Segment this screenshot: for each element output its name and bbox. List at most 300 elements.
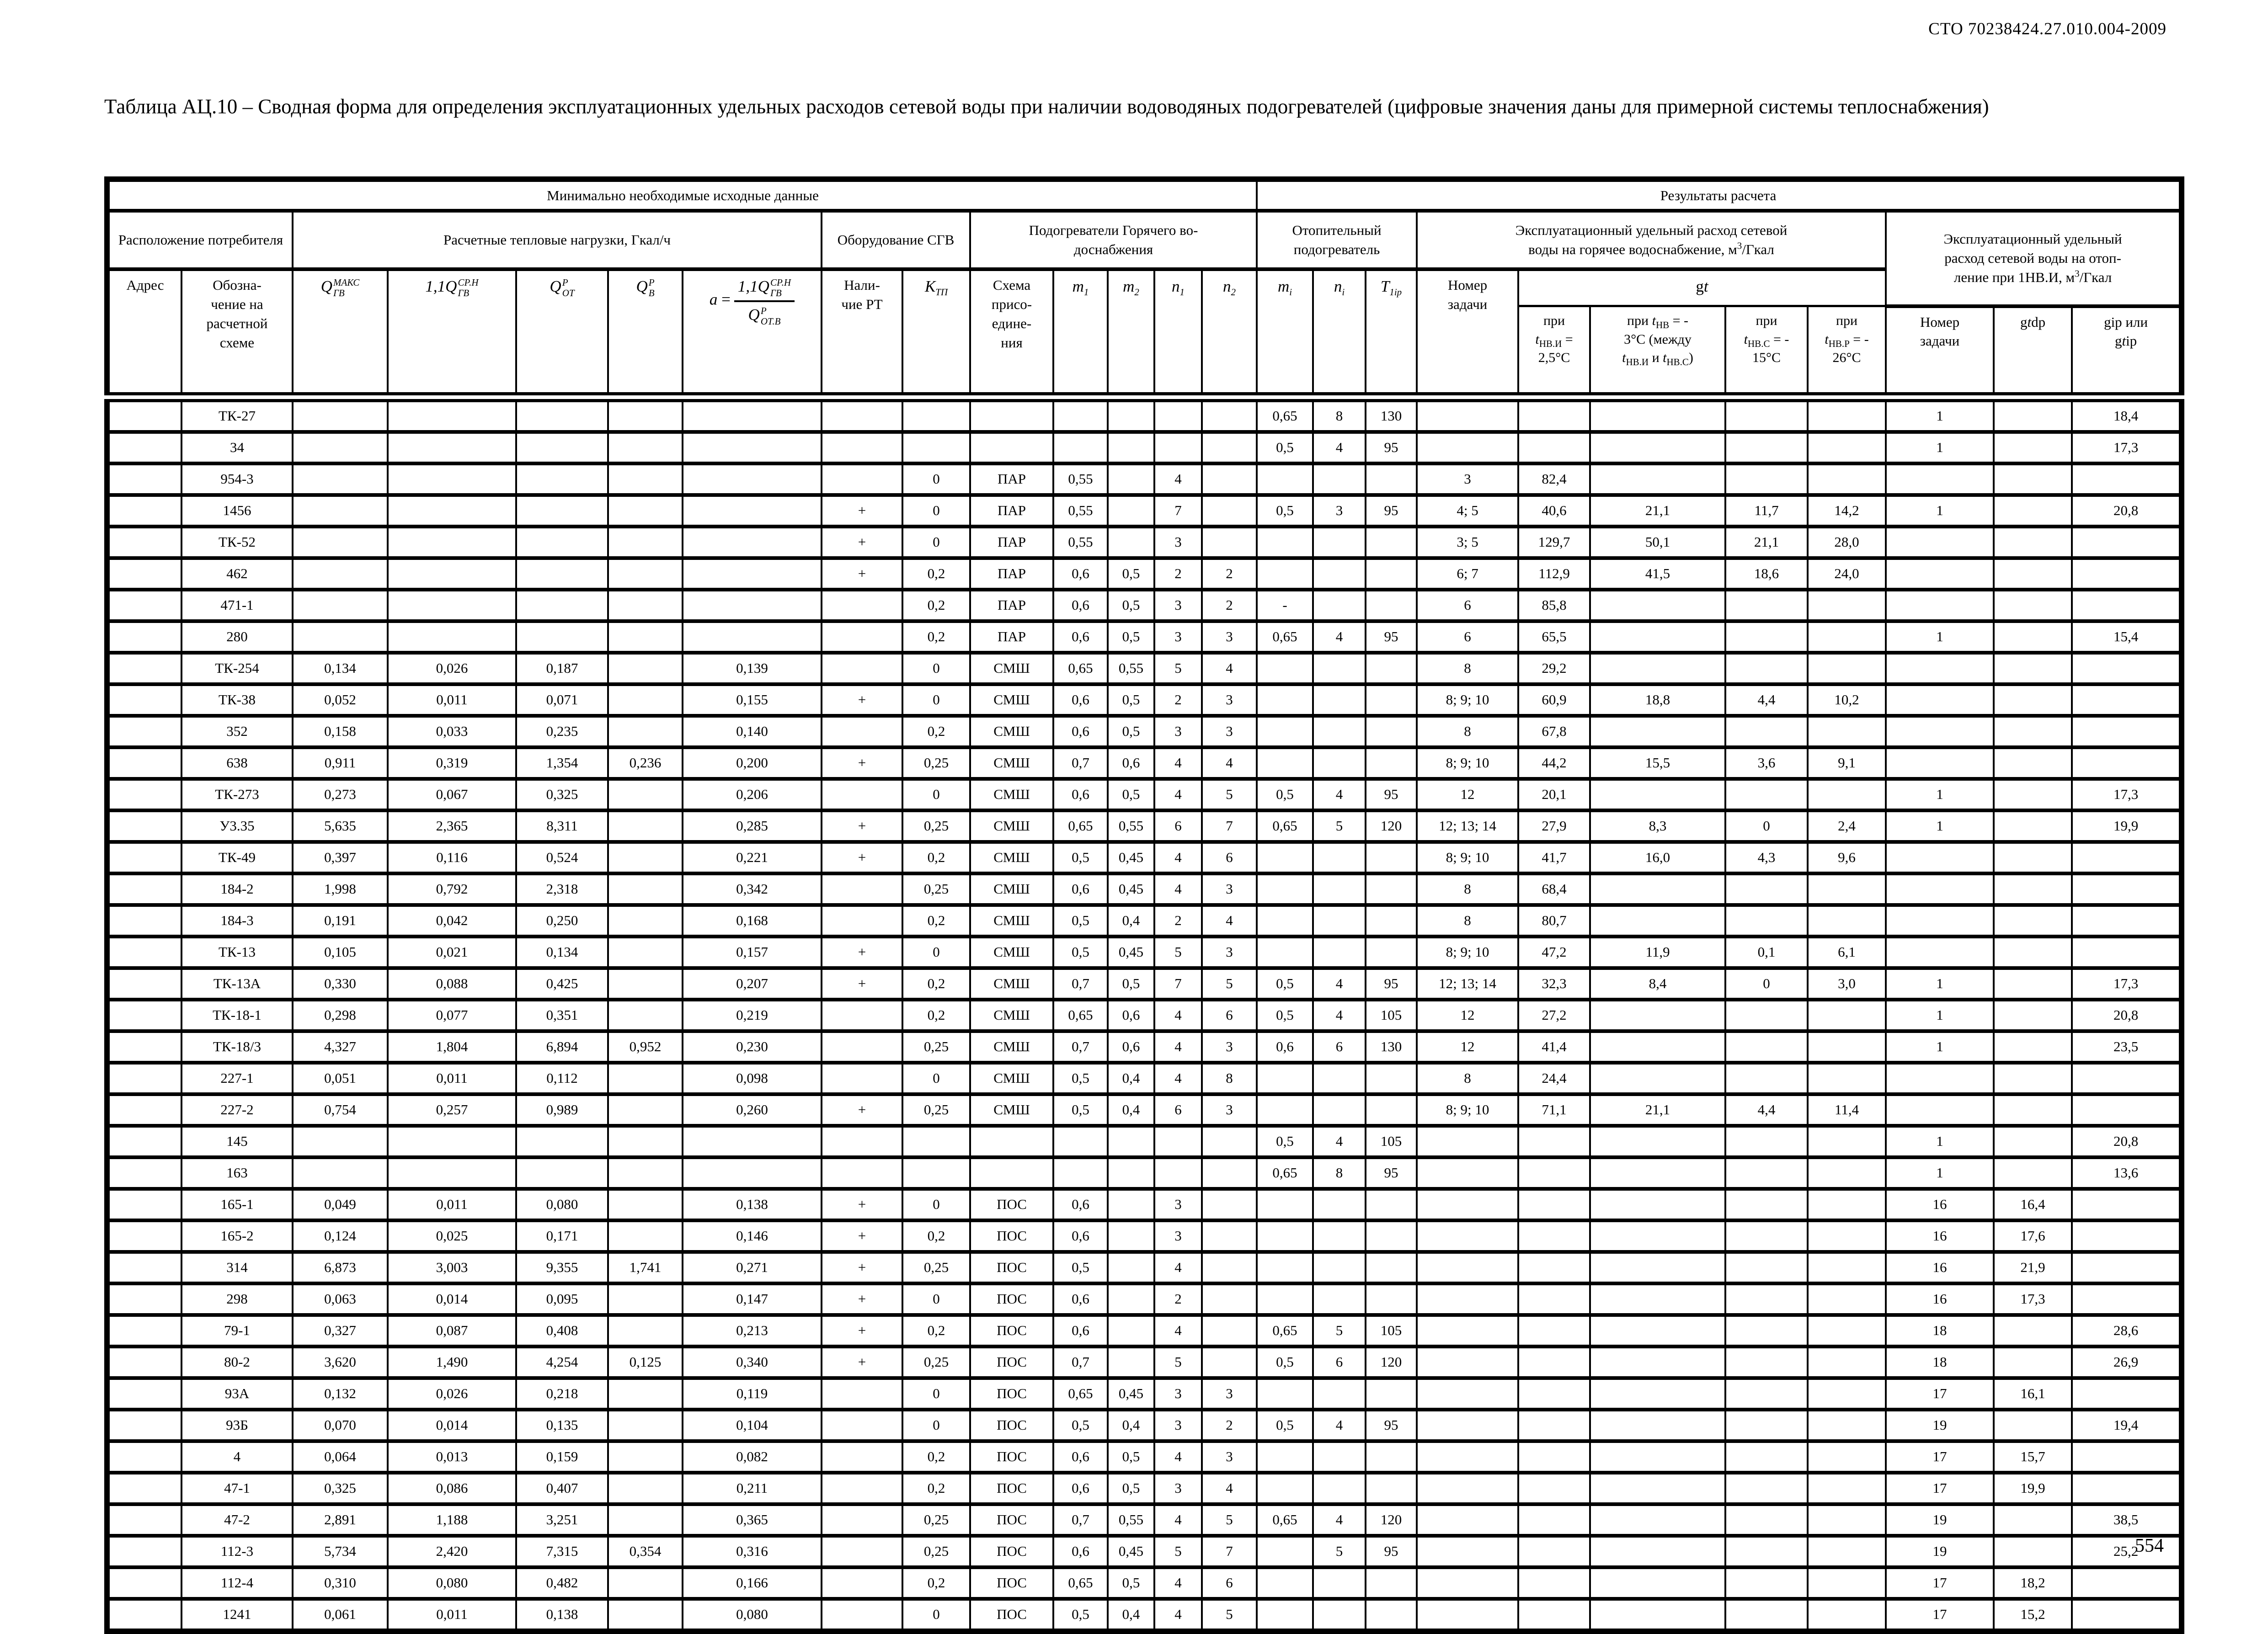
cell-ni — [1313, 463, 1366, 495]
cell-n2: 3 — [1202, 1378, 1257, 1410]
cell-address — [107, 1094, 181, 1126]
cell-q_ot: 0,071 — [516, 684, 608, 716]
header-line: задачи — [1447, 296, 1488, 312]
cell-q_ot — [516, 463, 608, 495]
cell-mi — [1257, 653, 1313, 684]
cell-gt_at_minus26 — [1808, 1000, 1886, 1031]
cell-gt_at_minus15: 0 — [1725, 810, 1808, 842]
cell-q_gv_max: 0,064 — [293, 1441, 388, 1473]
cell-task_gvs: 3; 5 — [1417, 527, 1518, 558]
cell-designation: 462 — [181, 558, 293, 590]
cell-rt — [822, 1473, 902, 1504]
cell-designation: ТК-273 — [181, 779, 293, 810]
cell-address — [107, 1599, 181, 1631]
cell-mi — [1257, 873, 1313, 905]
cell-scheme: ПОС — [970, 1252, 1053, 1283]
cell-q_gv_max: 2,891 — [293, 1504, 388, 1536]
cell-gt_at_minus3 — [1590, 1378, 1725, 1410]
cell-n2 — [1202, 1283, 1257, 1315]
cell-address — [107, 432, 181, 463]
cell-gt_at_minus3: 50,1 — [1590, 527, 1725, 558]
cell-scheme: ПОС — [970, 1347, 1053, 1378]
col-header-gt — [1518, 269, 1886, 306]
cell-task_otop: 1 — [1886, 968, 1994, 1000]
col-header-designation — [181, 269, 293, 397]
cell-gt_at_minus26: 10,2 — [1808, 684, 1886, 716]
cell-ni — [1313, 905, 1366, 937]
sgv-group-header: Оборудование СГВ — [822, 211, 970, 269]
cell-q_gv_avg: 0,026 — [388, 1378, 516, 1410]
cell-a — [683, 621, 822, 653]
cell-task_gvs: 3 — [1417, 463, 1518, 495]
cell-scheme: ПОС — [970, 1189, 1053, 1220]
cell-t1pr: 105 — [1366, 1126, 1417, 1157]
cell-n1: 6 — [1154, 1094, 1202, 1126]
cell-q_gv_max: 0,273 — [293, 779, 388, 810]
cell-n1: 4 — [1154, 842, 1202, 873]
cell-task_otop: 17 — [1886, 1378, 1994, 1410]
cell-q_v — [608, 1410, 683, 1441]
cell-scheme: СМШ — [970, 779, 1053, 810]
cell-q_gv_avg — [388, 397, 516, 432]
cell-ni: 8 — [1313, 1157, 1366, 1189]
cell-task_otop: 1 — [1886, 779, 1994, 810]
table-row — [107, 1504, 2182, 1536]
cell-gt_at_2_5: 82,4 — [1518, 463, 1590, 495]
cell-rt — [822, 1157, 902, 1189]
header-line: Номер — [1920, 314, 1960, 330]
cell-t1pr: 95 — [1366, 1536, 1417, 1567]
cell-mi — [1257, 1441, 1313, 1473]
cell-q_ot: 9,355 — [516, 1252, 608, 1283]
header-line: gip или — [2104, 314, 2148, 330]
cell-ni: 6 — [1313, 1031, 1366, 1063]
cell-q_v — [608, 1441, 683, 1473]
cell-n1: 4 — [1154, 1063, 1202, 1094]
cell-t1pr — [1366, 747, 1417, 779]
cell-gip: 20,8 — [2072, 495, 2182, 527]
table-row — [107, 495, 2182, 527]
cell-ktp: 0 — [902, 463, 970, 495]
cell-t1pr — [1366, 558, 1417, 590]
cell-task_otop: 1 — [1886, 1126, 1994, 1157]
cell-n1: 5 — [1154, 653, 1202, 684]
cell-q_gv_max — [293, 463, 388, 495]
cell-q_ot: 0,080 — [516, 1189, 608, 1220]
cell-q_v — [608, 1094, 683, 1126]
col-header-mi — [1257, 269, 1313, 397]
col-header-task-gvs — [1417, 269, 1518, 397]
table-row — [107, 1220, 2182, 1252]
cell-gip — [2072, 937, 2182, 968]
cell-task_gvs: 8; 9; 10 — [1417, 842, 1518, 873]
standard-reference: СТО 70238424.27.010.004-2009 — [1928, 20, 2167, 38]
cell-q_gv_max: 0,330 — [293, 968, 388, 1000]
cell-designation: 1456 — [181, 495, 293, 527]
table-row — [107, 873, 2182, 905]
col-header-scheme — [970, 269, 1053, 397]
cell-q_gv_avg: 0,026 — [388, 653, 516, 684]
cell-a: 0,219 — [683, 1000, 822, 1031]
cell-gt_at_2_5: 41,4 — [1518, 1031, 1590, 1063]
cell-q_gv_avg: 1,804 — [388, 1031, 516, 1063]
cell-gt_at_minus15 — [1725, 1157, 1808, 1189]
cell-q_gv_avg: 0,013 — [388, 1441, 516, 1473]
cell-m2: 0,45 — [1108, 937, 1154, 968]
cell-m2: 0,45 — [1108, 842, 1154, 873]
header-line: и — [1649, 350, 1663, 365]
cell-gt_at_minus15 — [1725, 590, 1808, 621]
inputs-group-header: Минимально необходимые исходные данные — [107, 179, 1257, 211]
cell-q_gv_avg: 0,257 — [388, 1094, 516, 1126]
cell-q_gv_avg — [388, 590, 516, 621]
col-header-a-formula — [683, 269, 822, 397]
cell-task_gvs — [1417, 1504, 1518, 1536]
summary-table — [104, 176, 2184, 1634]
cell-n2 — [1202, 1157, 1257, 1189]
cell-scheme: ПОС — [970, 1536, 1053, 1567]
cell-rt: + — [822, 968, 902, 1000]
cell-n1: 4 — [1154, 873, 1202, 905]
cell-gtdp — [1994, 1031, 2072, 1063]
cell-n1: 3 — [1154, 1473, 1202, 1504]
cell-q_v — [608, 1315, 683, 1347]
cell-q_ot: 0,159 — [516, 1441, 608, 1473]
cell-q_v — [608, 810, 683, 842]
cell-task_otop: 1 — [1886, 810, 1994, 842]
cell-a: 0,340 — [683, 1347, 822, 1378]
cell-gip — [2072, 1220, 2182, 1252]
cell-gt_at_minus3 — [1590, 432, 1725, 463]
cell-rt — [822, 463, 902, 495]
header-group-row-1 — [107, 179, 2182, 211]
cell-gt_at_minus3 — [1590, 1157, 1725, 1189]
cell-gtdp — [1994, 397, 2072, 432]
cell-gip: 15,4 — [2072, 621, 2182, 653]
cell-gip — [2072, 1252, 2182, 1283]
cell-address — [107, 779, 181, 810]
cell-m1 — [1053, 432, 1108, 463]
cell-task_gvs — [1417, 1126, 1518, 1157]
cell-q_v — [608, 621, 683, 653]
cell-gt_at_minus15 — [1725, 779, 1808, 810]
cell-scheme: СМШ — [970, 1063, 1053, 1094]
cell-address — [107, 1063, 181, 1094]
cell-gip — [2072, 527, 2182, 558]
cell-q_ot: 0,187 — [516, 653, 608, 684]
cell-scheme: ПАР — [970, 558, 1053, 590]
cell-task_otop: 19 — [1886, 1536, 1994, 1567]
cell-task_gvs: 4; 5 — [1417, 495, 1518, 527]
cell-task_otop — [1886, 463, 1994, 495]
cell-address — [107, 1473, 181, 1504]
cell-q_v — [608, 779, 683, 810]
cell-gip — [2072, 590, 2182, 621]
cell-n2: 6 — [1202, 842, 1257, 873]
cell-task_otop — [1886, 747, 1994, 779]
cell-ktp: 0,2 — [902, 1441, 970, 1473]
cell-gip: 19,9 — [2072, 810, 2182, 842]
cell-gt_at_minus26: 2,4 — [1808, 810, 1886, 842]
table-row — [107, 1252, 2182, 1283]
cell-gt_at_minus15 — [1725, 1126, 1808, 1157]
cell-scheme: СМШ — [970, 810, 1053, 842]
header-line: = - — [1669, 313, 1689, 328]
cell-t1pr — [1366, 716, 1417, 747]
cell-n1: 5 — [1154, 937, 1202, 968]
table-row — [107, 1441, 2182, 1473]
cell-gt_at_minus3 — [1590, 873, 1725, 905]
cell-n2: 6 — [1202, 1567, 1257, 1599]
cell-n1: 2 — [1154, 684, 1202, 716]
col-header-address: Адрес — [107, 269, 181, 397]
header-line: = - — [1849, 331, 1869, 347]
cell-gt_at_minus26 — [1808, 397, 1886, 432]
cell-mi: 0,5 — [1257, 968, 1313, 1000]
cell-m1: 0,6 — [1053, 1315, 1108, 1347]
cell-designation: 4 — [181, 1441, 293, 1473]
cell-q_gv_max: 0,049 — [293, 1189, 388, 1220]
cell-gtdp: 16,1 — [1994, 1378, 2072, 1410]
col-header-gtdp — [1994, 306, 2072, 397]
cell-q_gv_max: 0,051 — [293, 1063, 388, 1094]
cell-mi: 0,6 — [1257, 1031, 1313, 1063]
cell-designation: 47-2 — [181, 1504, 293, 1536]
cell-mi: - — [1257, 590, 1313, 621]
cell-q_ot: 0,407 — [516, 1473, 608, 1504]
cell-ni: 4 — [1313, 968, 1366, 1000]
cell-ni: 5 — [1313, 1315, 1366, 1347]
cell-gt_at_minus15 — [1725, 1031, 1808, 1063]
cell-gt_at_minus3: 11,9 — [1590, 937, 1725, 968]
cell-q_v — [608, 558, 683, 590]
header-line: /Гкал — [1742, 241, 1774, 257]
cell-gt_at_2_5 — [1518, 1283, 1590, 1315]
cell-a: 0,168 — [683, 905, 822, 937]
cell-task_otop: 18 — [1886, 1347, 1994, 1378]
cell-a: 0,221 — [683, 842, 822, 873]
cell-task_gvs: 8 — [1417, 716, 1518, 747]
cell-task_gvs: 8; 9; 10 — [1417, 1094, 1518, 1126]
cell-m2: 0,55 — [1108, 653, 1154, 684]
cell-gt_at_minus15 — [1725, 1567, 1808, 1599]
cell-task_otop — [1886, 716, 1994, 747]
cell-rt: + — [822, 1315, 902, 1347]
cell-n2: 7 — [1202, 1536, 1257, 1567]
cell-task_otop — [1886, 842, 1994, 873]
cell-gt_at_minus3 — [1590, 1441, 1725, 1473]
cell-ktp: 0 — [902, 1378, 970, 1410]
cell-gt_at_2_5 — [1518, 1220, 1590, 1252]
cell-task_gvs: 12 — [1417, 1031, 1518, 1063]
cell-gt_at_2_5 — [1518, 1378, 1590, 1410]
cell-n1: 2 — [1154, 558, 1202, 590]
cell-q_v — [608, 1473, 683, 1504]
cell-ktp: 0 — [902, 653, 970, 684]
header-line: Эксплуатационный удельный расход сетевой — [1515, 222, 1788, 239]
cell-t1pr — [1366, 1220, 1417, 1252]
cell-a — [683, 1157, 822, 1189]
table-row — [107, 905, 2182, 937]
cell-q_gv_max — [293, 527, 388, 558]
math-subscript: НВ.С — [1666, 357, 1689, 367]
cell-m2: 0,5 — [1108, 968, 1154, 1000]
cell-gip: 25,2 — [2072, 1536, 2182, 1567]
cell-gt_at_minus26 — [1808, 1031, 1886, 1063]
cell-gt_at_2_5: 68,4 — [1518, 873, 1590, 905]
cell-ni — [1313, 716, 1366, 747]
col-header-gip — [2072, 306, 2182, 397]
cell-n2: 5 — [1202, 1504, 1257, 1536]
math-subscript: ГВ — [770, 287, 782, 298]
cell-gt_at_minus3 — [1590, 1000, 1725, 1031]
cell-t1pr — [1366, 1094, 1417, 1126]
cell-ktp: 0 — [902, 779, 970, 810]
math-symbol: t — [2122, 333, 2126, 349]
cell-t1pr — [1366, 905, 1417, 937]
cell-gt_at_minus26 — [1808, 1567, 1886, 1599]
math-symbol: t — [1652, 313, 1656, 328]
cell-gt_at_2_5 — [1518, 1504, 1590, 1536]
math-subscript: 1ip — [1389, 287, 1402, 298]
table-row — [107, 1063, 2182, 1094]
math-symbol: 1,1Q — [737, 277, 769, 295]
cell-gt_at_minus3: 15,5 — [1590, 747, 1725, 779]
cell-n1: 3 — [1154, 1189, 1202, 1220]
cell-a: 0,140 — [683, 716, 822, 747]
cell-ni — [1313, 1220, 1366, 1252]
cell-task_gvs: 12; 13; 14 — [1417, 968, 1518, 1000]
cell-rt: + — [822, 747, 902, 779]
math-symbol: T — [1380, 277, 1390, 295]
cell-gip — [2072, 716, 2182, 747]
cell-scheme: ПОС — [970, 1315, 1053, 1347]
cell-m2: 0,6 — [1108, 1000, 1154, 1031]
cell-t1pr — [1366, 590, 1417, 621]
cell-gt_at_minus26: 28,0 — [1808, 527, 1886, 558]
cell-m1: 0,6 — [1053, 873, 1108, 905]
cell-ktp: 0,2 — [902, 1220, 970, 1252]
cell-rt — [822, 1126, 902, 1157]
cell-t1pr — [1366, 1283, 1417, 1315]
cell-gt_at_minus3 — [1590, 397, 1725, 432]
cell-n2: 2 — [1202, 590, 1257, 621]
header-line: ) — [1688, 350, 1693, 365]
table-row — [107, 842, 2182, 873]
cell-gt_at_minus15 — [1725, 1473, 1808, 1504]
table-row — [107, 1031, 2182, 1063]
math-symbol: Q — [320, 277, 332, 295]
cell-gt_at_minus15: 4,4 — [1725, 1094, 1808, 1126]
cell-q_v — [608, 432, 683, 463]
cell-gt_at_minus3 — [1590, 716, 1725, 747]
cell-ni: 5 — [1313, 810, 1366, 842]
cell-task_gvs: 8 — [1417, 1063, 1518, 1094]
cell-rt — [822, 590, 902, 621]
cell-gt_at_minus3 — [1590, 1252, 1725, 1283]
cell-scheme: СМШ — [970, 968, 1053, 1000]
cell-gt_at_2_5: 20,1 — [1518, 779, 1590, 810]
cell-q_gv_avg — [388, 527, 516, 558]
cell-m2 — [1108, 397, 1154, 432]
cell-gtdp — [1994, 684, 2072, 716]
col-header-task-otop — [1886, 306, 1994, 397]
cell-m2: 0,6 — [1108, 1031, 1154, 1063]
cell-rt: + — [822, 937, 902, 968]
cell-gip — [2072, 905, 2182, 937]
cell-address — [107, 1189, 181, 1220]
cell-task_gvs — [1417, 397, 1518, 432]
cell-rt: + — [822, 810, 902, 842]
cell-n1: 7 — [1154, 495, 1202, 527]
cell-task_gvs: 6 — [1417, 621, 1518, 653]
cell-m1: 0,7 — [1053, 1031, 1108, 1063]
cell-q_gv_avg: 0,077 — [388, 1000, 516, 1031]
cell-ktp — [902, 1126, 970, 1157]
cell-n1: 5 — [1154, 1536, 1202, 1567]
cell-m1: 0,5 — [1053, 1094, 1108, 1126]
cell-ni — [1313, 1441, 1366, 1473]
cell-n1: 4 — [1154, 1599, 1202, 1631]
cell-m2: 0,45 — [1108, 1536, 1154, 1567]
header-line: 26°C — [1832, 350, 1861, 365]
math-symbol: К — [924, 277, 936, 295]
cell-q_ot: 6,894 — [516, 1031, 608, 1063]
cell-n1: 3 — [1154, 590, 1202, 621]
cell-q_gv_avg — [388, 558, 516, 590]
cell-q_v — [608, 684, 683, 716]
cell-gt_at_2_5: 80,7 — [1518, 905, 1590, 937]
cell-gt_at_2_5 — [1518, 1126, 1590, 1157]
math-subscript: ТП — [935, 287, 948, 298]
math-operator: = — [721, 290, 731, 309]
cell-ktp: 0,25 — [902, 810, 970, 842]
cell-ktp: 0,25 — [902, 1504, 970, 1536]
cell-m1: 0,5 — [1053, 1410, 1108, 1441]
header-group-row-2 — [107, 211, 2182, 269]
cell-q_v — [608, 1063, 683, 1094]
cell-n1: 4 — [1154, 1504, 1202, 1536]
cell-designation: 298 — [181, 1283, 293, 1315]
cell-ktp: 0,2 — [902, 842, 970, 873]
math-superscript: Р — [648, 277, 655, 288]
fraction — [734, 276, 795, 326]
cell-ni: 4 — [1313, 1000, 1366, 1031]
cell-gip — [2072, 1283, 2182, 1315]
cell-q_v — [608, 1000, 683, 1031]
cell-m2: 0,5 — [1108, 684, 1154, 716]
cell-scheme: ПАР — [970, 621, 1053, 653]
cell-q_v — [608, 905, 683, 937]
cell-rt — [822, 1063, 902, 1094]
cell-designation: 93Б — [181, 1410, 293, 1441]
cell-gt_at_minus15 — [1725, 716, 1808, 747]
header-line: ление при 1НВ.И, м — [1953, 269, 2075, 286]
cell-task_gvs: 8; 9; 10 — [1417, 937, 1518, 968]
header-line: при — [1543, 313, 1565, 328]
cell-task_otop: 16 — [1886, 1220, 1994, 1252]
cell-m2 — [1108, 1189, 1154, 1220]
cell-gip: 26,9 — [2072, 1347, 2182, 1378]
cell-a: 0,157 — [683, 937, 822, 968]
cell-gip: 20,8 — [2072, 1126, 2182, 1157]
cell-address — [107, 873, 181, 905]
cell-gt_at_2_5 — [1518, 1599, 1590, 1631]
math-subscript: ОТ — [562, 287, 575, 298]
cell-gtdp — [1994, 937, 2072, 968]
cell-gt_at_minus26 — [1808, 1378, 1886, 1410]
cell-a: 0,207 — [683, 968, 822, 1000]
